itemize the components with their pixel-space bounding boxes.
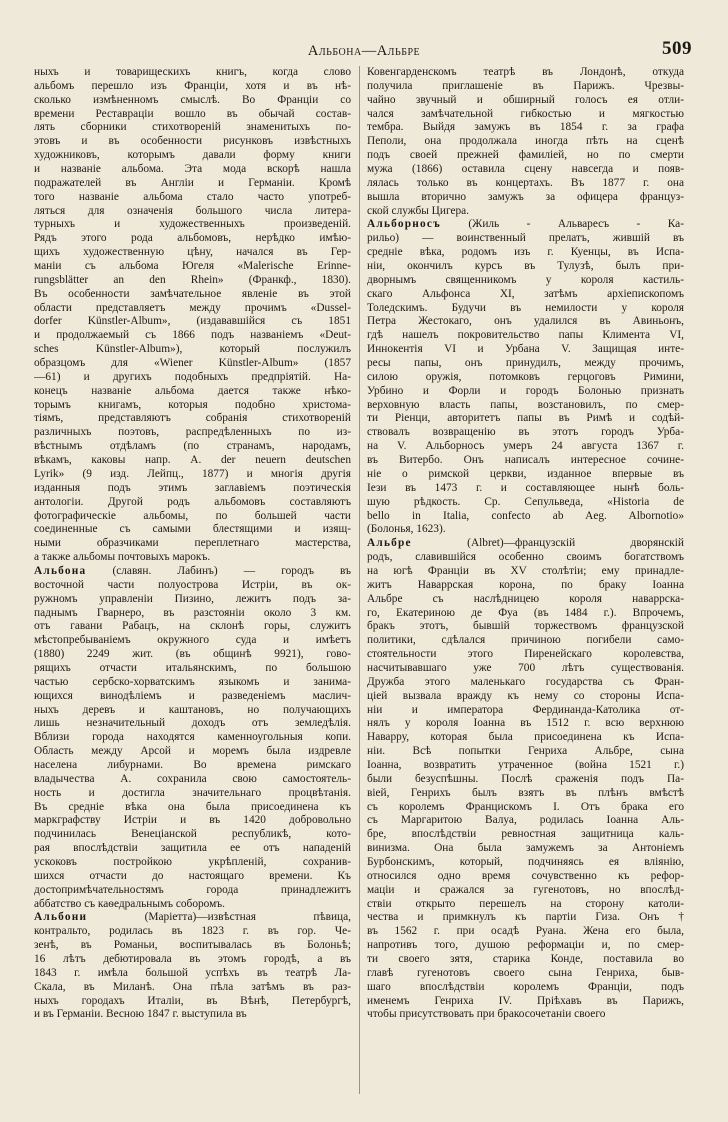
paragraph: [34, 66, 351, 565]
text-line: винизма. Она была замужемъ за Антоніемъ: [367, 842, 684, 855]
right-column: [367, 66, 684, 1022]
text-line: ружномъ управленіи Пизино, лежитъ подъ за-: [34, 592, 351, 605]
paragraph: [367, 537, 684, 1022]
text-line: ляться для означенія большого числа литера-: [34, 204, 351, 217]
text-line: Альбре съ наслѣдницею короля наваррска-: [367, 592, 684, 605]
text-line: Ковенгарденскомъ театрѣ въ Лондонѣ, откуда: [367, 66, 684, 78]
text-line: бракъ этотъ, бывшій торжествомъ французской: [367, 620, 684, 633]
text-line: художниковъ, которымъ давали форму книги: [34, 149, 351, 162]
text-line: Бурбонскимъ, который, подчиняясь ея вліянію,: [367, 855, 684, 868]
text-line: ускоковъ постройкою укрѣпленій, сохранив-: [34, 855, 351, 868]
text-line: и продолжаемый съ 1866 подъ названіемъ «Deut-: [34, 329, 351, 342]
text-line: чайно звучный и обширный голосъ ея отли-: [367, 93, 684, 106]
text-line: различныхъ поэтовъ, распредѣленныхъ по из-: [34, 426, 351, 439]
text-line: турныхъ и художественныхъ произведеній.: [34, 218, 351, 231]
paragraph: [367, 66, 684, 218]
text-line: этовъ и въ особенности рисунковъ извѣстныхъ: [34, 135, 351, 148]
text-line: рящихъ отчасти итальянскимъ, по большою: [34, 661, 351, 674]
text-line: силою оружія, потомковъ герцоговъ Римини,: [367, 370, 684, 383]
text-line: ніи, окончилъ курсъ въ Тулузѣ, былъ при-: [367, 260, 684, 273]
text-line: главѣ гугенотовъ своего сына Генриха, быв-: [367, 966, 684, 979]
text-line: родъ, славившійся особенно своимъ богатствомъ: [367, 551, 684, 564]
text-line: области представляетъ между прочимъ «Dussel-: [34, 301, 351, 314]
text-line: подражателей въ Англіи и Германіи. Кромѣ: [34, 176, 351, 189]
text-line: ской службы Цигера.: [367, 204, 470, 217]
text-line: ніи. Всѣ попытки Генриха Альбре, сына: [367, 745, 684, 758]
text-line: насчитывавшаго уже 700 лѣтъ существованія.: [367, 661, 684, 674]
page-header: [34, 40, 694, 62]
text-line: лять сборники стихотвореній знаменитыхъ по-: [34, 121, 351, 134]
text-line: восточной части полуострова Истріи, въ ок-: [34, 578, 351, 591]
text-line: Вблизи города находятся каменноугольныя копи.: [34, 731, 351, 744]
text-line: съ Маргаритою Валуа, родилась Іоанна Аль-: [367, 814, 684, 827]
text-line: шую рѣдкость. Ср. Сепульведа, «Historia de: [367, 495, 684, 508]
text-line: отъ гавани Рабацъ, на склонѣ горы, служитъ: [34, 620, 351, 633]
text-line: Въ средніе вѣка она была присоединена къ: [34, 800, 351, 813]
text-line: бре, впослѣдствіи ревностная защитница каль-: [367, 828, 684, 841]
text-line: съ королемъ Францискомъ I. Отъ брака его: [367, 800, 684, 813]
text-line: паднымъ Гварнеро, въ разстояніи около 3 км.: [34, 606, 351, 619]
text-line: соединенные съ самыми блестящими и изящ-: [34, 523, 351, 536]
text-line: ность и достигла значительнаго процвѣтанія.: [34, 786, 351, 799]
text-line: гдѣ нашелъ покровительство папы Климента VI,: [367, 329, 684, 342]
text-line: ти Ріенци, авторитетъ папы въ Римѣ и содѣй-: [367, 412, 684, 425]
text-line: и въ Германіи. Весною 1847 г. выступила въ: [34, 1008, 247, 1021]
text-line: Дружба этого маленькаго государства съ Фран-: [367, 675, 684, 688]
text-line: а также альбомы почтовыхъ марокъ.: [34, 551, 211, 564]
text-line: ніе о римской церкви, изданное впервые въ: [367, 467, 684, 480]
text-line: фотографическіе альбомы, по большей части: [34, 509, 351, 522]
text-line: шаго впослѣдствіи королемъ Франціи, подъ: [367, 980, 684, 993]
text-line: времени Реставраціи вошло въ обычай состав-: [34, 107, 351, 120]
text-line: достопримѣчательностямъ города принадлежитъ: [34, 883, 351, 896]
text-line: изданныя подъ этимъ заглавіемъ поэтическія: [34, 481, 351, 494]
text-line: лялась только въ концертахъ. Въ 1877 г. она: [367, 176, 684, 189]
text-line: 16 лѣтъ дебютировала въ этомъ городѣ, а въ: [34, 953, 351, 965]
paragraph: [367, 218, 684, 537]
text-line: го, Екатериною де Фуа (въ 1484 г.). Впрочемъ,: [367, 606, 684, 619]
left-column: [34, 66, 351, 1022]
text-line: Урбино и Форли и городъ Болонью признать: [367, 384, 684, 397]
text-line: нялъ у короля Іоанна въ 1512 г. всю верхнюю: [367, 717, 684, 730]
text-line: дворнымъ священникомъ у короля кастиль-: [367, 273, 684, 286]
text-line: bello in Italia, confecto ab Aeg. Albornotio»: [367, 509, 684, 522]
text-line: тіямъ, представляютъ собранія стихотвореній: [34, 412, 351, 425]
text-line: контральто, родилась въ 1823 г. въ гор. Че-: [34, 925, 351, 938]
text-line: ствіи открыто перешелъ на сторону католи-: [367, 897, 684, 910]
text-line: чества и примкнулъ къ партіи Гиза. Онъ †: [367, 911, 684, 924]
text-line: въ 1562 г. при осадѣ Руана. Жена его была,: [367, 925, 684, 938]
text-line: чался замѣчательной гибкостью и мягкостью: [367, 107, 684, 120]
entry-headword: Альбре: [367, 537, 412, 550]
text-line: антологіи. Другой родъ альбомовъ составляютъ: [34, 495, 351, 508]
text-line: щихъ художественную цѣну, начался въ Гер-: [34, 246, 351, 259]
paragraph: [34, 911, 351, 1022]
text-line: вѣстнымъ отдѣламъ (по странамъ, народамъ,: [34, 440, 351, 453]
text-line: ствовалъ возвращенію въ этотъ городъ Урба-: [367, 426, 684, 439]
text-line: подчинилась Венеціанской республикѣ, кото-: [34, 828, 351, 841]
text-line: маркграфству Истріи и въ 1420 добровольно: [34, 814, 351, 827]
text-line: ющихся винодѣліемъ и разведеніемъ маслич-: [34, 689, 351, 702]
text-line: лишь незначительный доходъ отъ земледѣлія.: [34, 717, 351, 730]
text-line: политики, сдѣлался причиною погибели само-: [367, 634, 684, 647]
text-line: рильо) — воинственный прелатъ, жившій въ: [367, 232, 684, 245]
text-line: Іези въ 1473 г. и составляющее нынѣ боль-: [367, 481, 684, 494]
text-line: мѣстопребываніемъ окружного суда и имѣетъ: [34, 634, 351, 647]
text-line: именемъ Генриха IV. Пріѣхавъ въ Парижъ,: [367, 994, 684, 1007]
text-line: віей, Генрихъ былъ взятъ въ плѣнъ вмѣстѣ: [367, 786, 684, 799]
text-line: ціей вызвала вражду къ нему со стороны Испа-: [367, 689, 684, 702]
text-line: альбомъ перешло изъ Франціи, хотя и въ нѣ-: [34, 79, 351, 92]
text-line: владычества А. сохранила свою самостоятель-: [34, 772, 351, 785]
text-line: —61) и другихъ подобныхъ предпріятій. На-: [34, 370, 351, 383]
text-line: ніи и императора Фердинанда-Католика от-: [367, 703, 684, 716]
text-line: маціи и сражался за гугенотовъ, но впослѣд-: [367, 883, 684, 896]
text-line: въ Витербо. Онъ написалъ интересное сочине-: [367, 454, 684, 467]
text-line: Наварру, которая была присоединена къ Испа-: [367, 731, 684, 744]
text-line: Въ особенности замѣчательное явленіе въ этой: [34, 287, 351, 300]
text-line: ресы папы, онъ принудилъ, между прочимъ,: [367, 357, 684, 370]
text-line: ныхъ и товарищескихъ книгъ, когда слово: [34, 66, 351, 78]
text-line: подъ своей прежней фамиліей, но по смерти: [367, 149, 684, 162]
text-line: Альбона (славян. Лабинъ) — городъ въ: [34, 564, 351, 577]
text-line: Пеполи, она продолжала иногда пѣть на сценѣ: [367, 135, 684, 148]
text-line: 1843 г. имѣла большой успѣхъ въ театрѣ Ла-: [34, 966, 351, 979]
paragraph: [34, 565, 351, 911]
text-line: мужа (1866) оставила сцену навсегда и появ-: [367, 163, 684, 176]
text-line: верховную власть папы, возстановилъ, по смер-: [367, 398, 684, 411]
text-line: ныхъ городахъ Италіи, въ Вѣнѣ, Петербургѣ,: [34, 994, 351, 1007]
text-line: средніе вѣка, родомъ изъ г. Куенцы, въ Испа-: [367, 246, 684, 259]
text-line: ти своего зятя, старика Конде, поставила во: [367, 953, 684, 965]
text-line: зенѣ, въ Романьи, воспитывалась въ Болоньѣ;: [34, 939, 351, 952]
text-line: на V. Альборносъ умеръ 24 августа 1367 г.: [367, 440, 684, 453]
text-line: Иннокентія VI и Урбана V. Защищая инте-: [367, 343, 684, 356]
entry-headword: Альбони: [34, 911, 88, 924]
text-line: аббатство съ каѳедральнымъ соборомъ.: [34, 897, 226, 910]
text-line: Рядъ этого рода альбомовъ, нерѣдко имѣю-: [34, 232, 351, 245]
text-line: rungsblätter an den Rhein» (Франкф., 1830).: [34, 273, 351, 286]
text-line: Альбре (Albret)—французскій дворянскій: [367, 537, 684, 550]
text-line: Альборносъ (Жиль - Альваресъ - Ка-: [367, 218, 684, 231]
text-line: вѣкамъ, каковы напр. A. der neuern deutschen: [34, 454, 351, 467]
text-line: напротивъ того, душою реформаціи и, по смер-: [367, 939, 684, 952]
entry-headword: Альборносъ: [367, 218, 441, 231]
page-number: 509: [662, 38, 692, 59]
text-line: Іоанна, возвратить утраченное (война 1521 г.): [367, 758, 684, 771]
text-line: были безуспѣшны. Послѣ сраженія подъ Па-: [367, 772, 684, 785]
column-divider: [359, 66, 360, 1094]
text-line: сколько измѣненномъ смыслѣ. Во Франціи со: [34, 93, 351, 106]
text-line: стоятельности этого Пиренейскаго королевства,: [367, 648, 684, 661]
text-line: образцомъ для «Wiener Künstler-Album» (1857: [34, 357, 351, 370]
text-line: шихся отчасти до настоящаго времени. Къ: [34, 869, 351, 882]
text-line: торымъ книгамъ, которыя подобно христома-: [34, 398, 351, 411]
text-line: (1880) 2249 жит. (въ общинѣ 9921), гово-: [34, 648, 351, 661]
text-line: рая впослѣдствіи защитила ее отъ нападеній: [34, 842, 351, 855]
text-line: Петра Жестокаго, онъ удалился въ Авиньонъ,: [367, 315, 684, 328]
text-line: Lyrik» (9 изд. Лейпц., 1877) и многія другія: [34, 467, 351, 480]
text-line: Альбони (Маріетта)—извѣстная пѣвица,: [34, 911, 351, 924]
text-line: вышла вторично замужъ за офицера француз-: [367, 190, 684, 203]
running-title: Альбона—Альбре: [307, 43, 421, 59]
text-line: житъ Наваррская корона, по браку Іоанна: [367, 578, 684, 591]
text-line: dorfer Künstler-Album», (издававшійся съ 1851: [34, 315, 351, 328]
text-line: Толедскимъ. Будучи въ немилости у короля: [367, 301, 684, 314]
text-line: Скала, въ Миланѣ. Она пѣла затѣмъ въ раз-: [34, 980, 351, 993]
text-line: sches Künstler-Album»), который послужилъ: [34, 343, 351, 356]
text-line: Область между Арсой и моремъ была издревле: [34, 745, 351, 758]
text-line: и названіе альбома. Эта мода вскорѣ нашла: [34, 163, 351, 176]
text-line: относился одно время сочувственно къ рефор-: [367, 869, 684, 882]
text-line: тембра. Выйдя замужъ въ 1854 г. за графа: [367, 121, 684, 134]
text-line: населена либурнами. Во времена римскаго: [34, 758, 351, 771]
text-line: конецъ названіе альбома дается также нѣко-: [34, 384, 351, 397]
text-line: маніи съ альбома Югеля «Malerische Erinne-: [34, 260, 351, 273]
text-line: скаго Альфонса XI, затѣмъ архіепископомъ: [367, 287, 684, 300]
text-line: чтобы присутствовать при бракосочетаніи своего: [367, 1008, 606, 1021]
entry-headword: Альбона: [34, 564, 87, 577]
text-line: ными образчиками переплетнаго мастерства,: [34, 537, 351, 550]
text-line: (Болонья, 1623).: [367, 523, 446, 536]
text-line: того названіе альбома стало часто употреб-: [34, 190, 351, 203]
text-line: частью сербско-хорватскимъ языкомъ и занима-: [34, 675, 351, 688]
text-line: ныхъ деревъ и каштановъ, но получающихъ: [34, 703, 351, 716]
text-line: на югѣ Франціи въ XV столѣтіи; ему принадле-: [367, 564, 684, 577]
text-line: получила приглашеніе въ Парижъ. Чрезвы-: [367, 79, 684, 92]
